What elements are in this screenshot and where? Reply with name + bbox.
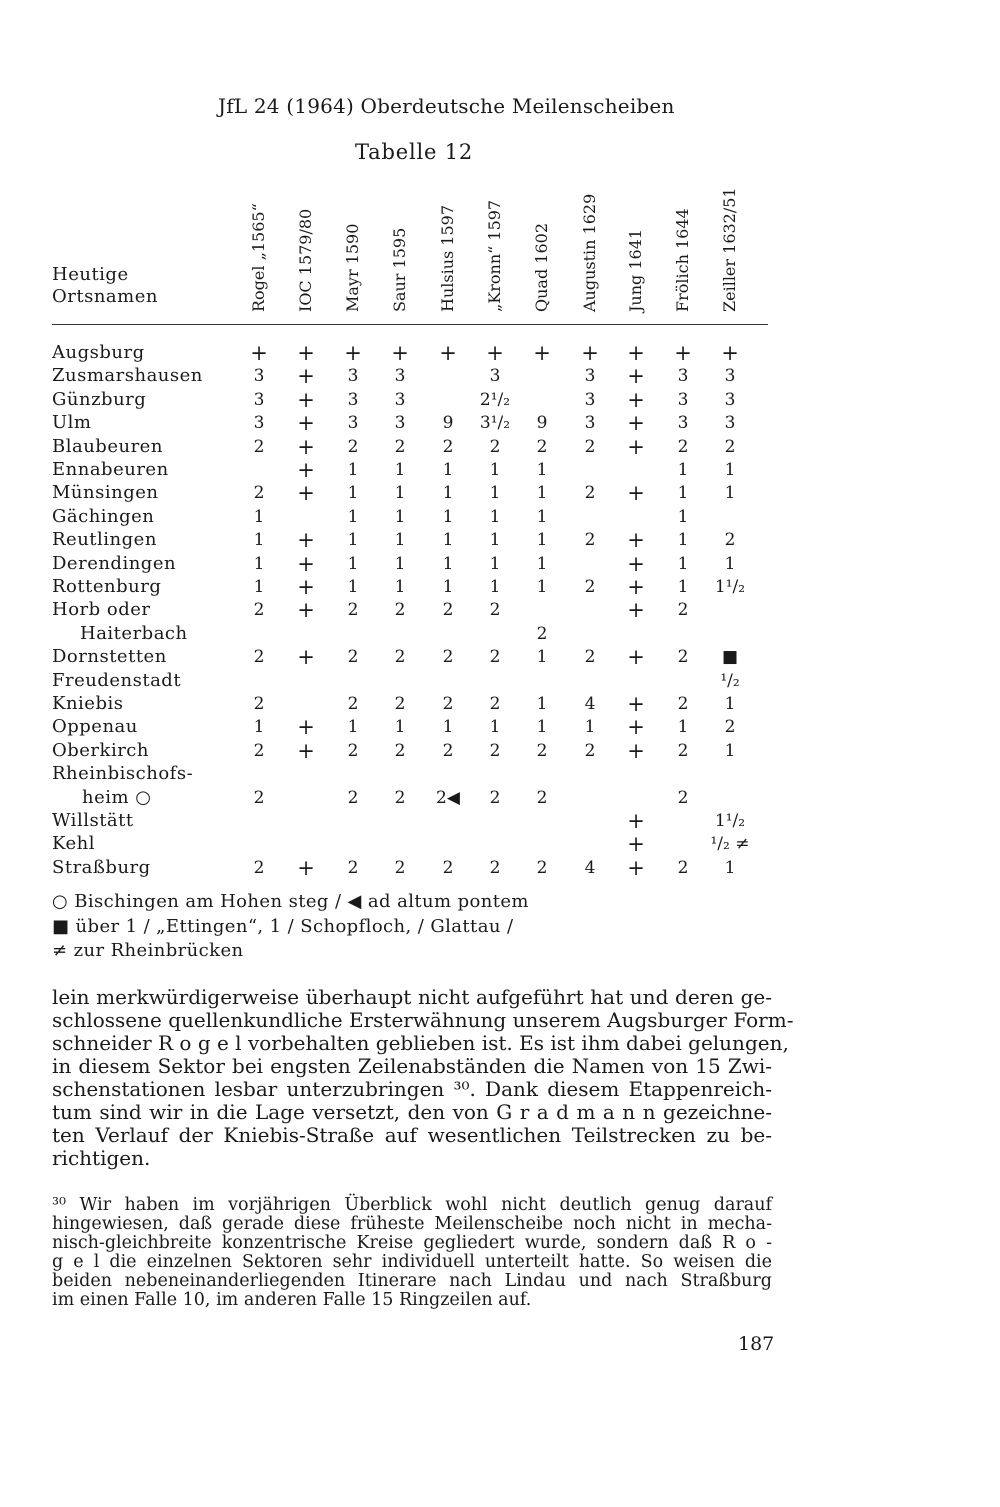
table-cell: 1 xyxy=(489,530,501,551)
table-cell: 2 xyxy=(677,857,689,878)
table-cell: 3¹/₂ xyxy=(479,413,511,434)
table-cell: 2 xyxy=(724,436,736,457)
place-name: Dornstetten xyxy=(52,646,167,668)
legend-line: ○ Bischingen am Hohen steg / ◀ ad altum pontem xyxy=(52,891,529,912)
table-cell: 1 xyxy=(442,717,454,738)
table-cell: 1 xyxy=(442,483,454,504)
footnote xyxy=(52,1196,772,1310)
table-cell: + xyxy=(627,341,645,365)
place-name: Gächingen xyxy=(52,505,155,527)
table-cell: 4 xyxy=(584,857,596,878)
table-title: Tabelle 12 xyxy=(355,140,474,164)
table-cell: 2 xyxy=(347,857,359,878)
table-cell: + xyxy=(627,738,645,763)
running-head: JfL 24 (1964) Oberdeutsche Meilenscheiben xyxy=(218,94,675,118)
table-cell: 1 xyxy=(536,717,548,738)
column-header-label: Rogel „1565“ xyxy=(249,203,268,312)
table-cell: 2 xyxy=(536,623,548,644)
place-name: Augsburg xyxy=(52,342,145,363)
place-name: Reutlingen xyxy=(52,529,157,551)
table-cell: 2 xyxy=(489,787,501,808)
table-cell: 2 xyxy=(584,740,596,761)
place-name: Straßburg xyxy=(52,856,151,878)
table-cell: + xyxy=(297,551,315,576)
table-cell: 2 xyxy=(584,436,596,457)
table-cell: 1 xyxy=(253,506,265,527)
table-cell: 9 xyxy=(442,413,454,434)
table-cell: ¹/₂ ≠ xyxy=(710,834,750,855)
table-cell: 2 xyxy=(536,436,548,457)
place-name: Ennabeuren xyxy=(52,459,169,480)
page-number: 187 xyxy=(738,1333,775,1355)
table-cell: 1 xyxy=(347,717,359,738)
footnote-line: ³⁰ Wir haben im vorjährigen Überblick wohl nicht deutlich genug darauf xyxy=(52,1195,772,1215)
body-line: schneider R o g e l vorbehalten geblieben ist. Es ist ihm dabei gelungen, xyxy=(52,1031,789,1055)
table-cell: 2 xyxy=(347,694,359,714)
table-cell: + xyxy=(486,341,504,365)
place-name: Rheinbischofs- xyxy=(52,763,194,785)
place-name: Rottenburg xyxy=(52,576,162,597)
table-cell: 1 xyxy=(536,694,548,714)
table-cell: 2 xyxy=(394,857,406,878)
table-cell: 1 xyxy=(253,530,265,551)
table-cell: + xyxy=(627,645,645,670)
place-name: Kniebis xyxy=(52,693,124,714)
table-cell: 3 xyxy=(347,366,359,387)
table-cell: 1 xyxy=(442,506,454,527)
table-cell: 1 xyxy=(724,740,736,761)
table-cell: ■ xyxy=(721,647,739,668)
table-cell: 1 xyxy=(724,483,736,504)
body-line: schenstationen lesbar unterzubringen ³⁰. Dank diesem Etappenreich- xyxy=(52,1077,772,1101)
table-cell: + xyxy=(297,434,315,459)
table-cell: 3 xyxy=(394,366,406,387)
table-cell: 1 xyxy=(536,483,548,504)
table-cell: 1¹/₂ xyxy=(714,577,746,597)
table-cell: 1 xyxy=(394,553,406,574)
table-cell: 4 xyxy=(584,694,596,714)
table-cell: 1 xyxy=(442,553,454,574)
table-cell: 2 xyxy=(536,857,548,878)
table-cell: 2¹/₂ xyxy=(479,389,511,410)
table-cell: 2 xyxy=(677,600,689,621)
place-name: heim ○ xyxy=(82,786,152,808)
row-header-line: Heutige xyxy=(52,264,129,285)
table-cell: + xyxy=(627,715,645,740)
table-cell: 3 xyxy=(584,366,596,387)
table-cell: + xyxy=(627,551,645,576)
table-cell: 2 xyxy=(489,600,501,621)
table-cell: 1 xyxy=(724,857,736,878)
table-cell: 3 xyxy=(394,413,406,434)
table-cell: 2 xyxy=(442,647,454,668)
table-cell: 2 xyxy=(347,787,359,808)
column-header-label: Quad 1602 xyxy=(532,222,551,312)
table-cell: + xyxy=(627,411,645,436)
table-cell: 1 xyxy=(677,530,689,551)
table-cell: 1 xyxy=(489,460,501,480)
body-paragraph xyxy=(52,985,794,1170)
table-cell: + xyxy=(627,528,645,553)
table-cell: + xyxy=(297,458,315,482)
table-cell: + xyxy=(297,341,315,365)
table-cell: 3 xyxy=(347,389,359,410)
table-cell: 2 xyxy=(253,483,265,504)
table-cell: + xyxy=(533,341,551,365)
table-cell: 2 xyxy=(253,740,265,761)
table-cell: 1 xyxy=(536,647,548,668)
table-cell: 1 xyxy=(253,553,265,574)
table-cell: 3 xyxy=(677,366,689,387)
table-cell: 2◀ xyxy=(436,787,460,808)
table-cell: 1 xyxy=(253,717,265,738)
table-cell: + xyxy=(297,364,315,389)
table-cell: 1 xyxy=(347,460,359,480)
table-cell: + xyxy=(297,645,315,670)
table-cell: + xyxy=(297,715,315,740)
table-cell: 3 xyxy=(584,389,596,410)
table-cell: + xyxy=(627,481,645,506)
table-cell: 1 xyxy=(347,553,359,574)
table-cell: 1 xyxy=(724,460,736,480)
table-cell: 1 xyxy=(489,483,501,504)
table-cell: 3 xyxy=(253,413,265,434)
column-header-label: Hulsius 1597 xyxy=(438,204,457,312)
table-cell: 1 xyxy=(489,717,501,738)
table-cell: 2 xyxy=(677,694,689,714)
place-name: Oppenau xyxy=(52,716,138,738)
table-cell: + xyxy=(627,364,645,389)
table-cell: 3 xyxy=(677,389,689,410)
table-cell: 3 xyxy=(677,413,689,434)
table-cell: 2 xyxy=(442,740,454,761)
table-cell: 2 xyxy=(347,740,359,761)
table-cell: + xyxy=(627,692,645,716)
table-cell: + xyxy=(297,387,315,412)
table-cell: 2 xyxy=(584,530,596,551)
table-cell: 2 xyxy=(677,787,689,808)
table-cell: 1 xyxy=(394,530,406,551)
table-cell: 3 xyxy=(584,413,596,434)
table-cell: + xyxy=(627,855,645,880)
footnote-line: beiden nebeneinanderliegenden Itinerare nach Lindau und nach Straßburg xyxy=(52,1271,772,1291)
table-cell: 2 xyxy=(584,483,596,504)
table-cell: 3 xyxy=(489,366,501,387)
table-cell: 2 xyxy=(394,740,406,761)
table-cell: 2 xyxy=(253,857,265,878)
table-cell: + xyxy=(581,341,599,365)
table-cell: 3 xyxy=(253,389,265,410)
table-cell: 9 xyxy=(536,413,548,434)
column-header-label: Frölich 1644 xyxy=(673,208,692,312)
body-line: ten Verlauf der Kniebis-Straße auf wesentlichen Teilstrecken zu be- xyxy=(52,1123,772,1147)
place-name: Kehl xyxy=(52,833,95,855)
table-cell: 2 xyxy=(442,600,454,621)
table-cell: + xyxy=(439,341,457,365)
table-cell: ¹/₂ xyxy=(720,670,740,691)
table-cell: 2 xyxy=(253,787,265,808)
table-cell: 1 xyxy=(489,506,501,527)
table-cell: 1 xyxy=(347,577,359,597)
table-cell: 2 xyxy=(394,600,406,621)
table-cell: 1 xyxy=(347,483,359,504)
place-name: Ulm xyxy=(52,412,92,434)
table-cell: 2 xyxy=(677,647,689,668)
table-cell: 2 xyxy=(677,436,689,457)
footnote-line: im einen Falle 10, im anderen Falle 15 Ringzeilen auf. xyxy=(52,1290,532,1310)
table-cell: 1 xyxy=(677,577,689,597)
table-cell: + xyxy=(627,809,645,833)
legend-line: ■ über 1 / „Ettingen“, 1 / Schopfloch, / Glattau / xyxy=(52,915,514,937)
place-name: Freudenstadt xyxy=(52,669,182,691)
footnote-line: nisch-gleichbreite konzentrische Kreise gegliedert wurde, sondern daß R o - xyxy=(52,1233,772,1253)
table-cell: 1 xyxy=(394,460,406,480)
table-cell: + xyxy=(297,528,315,553)
table-cell: 3 xyxy=(394,389,406,410)
table-cell: 1 xyxy=(442,530,454,551)
column-header-label: Saur 1595 xyxy=(390,227,409,312)
column-header-label: „Kronn“ 1597 xyxy=(485,199,504,312)
table-cell: 2 xyxy=(394,787,406,808)
table-cell: 2 xyxy=(489,857,501,878)
table-cell: 1 xyxy=(442,577,454,597)
table-cell: 3 xyxy=(724,413,736,434)
column-header-label: Zeiller 1632/51 xyxy=(720,187,739,312)
table-cell: 1 xyxy=(724,694,736,714)
body-line: lein merkwürdigerweise überhaupt nicht aufgeführt hat und deren ge- xyxy=(52,985,772,1009)
table-cell: 1¹/₂ xyxy=(714,811,746,831)
body-line: schlossene quellenkundliche Ersterwähnung unserem Augsburger Form- xyxy=(52,1008,794,1032)
table-cell: 2 xyxy=(253,694,265,714)
place-name: Zusmarshausen xyxy=(52,365,203,387)
column-header-label: Jung 1641 xyxy=(626,228,645,312)
table-cell: 1 xyxy=(394,577,406,597)
table-cell: + xyxy=(391,341,409,365)
table-cell: 1 xyxy=(347,530,359,551)
table-cell: 2 xyxy=(536,740,548,761)
table-cell: 2 xyxy=(489,694,501,714)
table-cell: 2 xyxy=(489,740,501,761)
table-header-rule xyxy=(52,324,768,325)
table-cell: + xyxy=(297,481,315,506)
table-cell: 1 xyxy=(536,530,548,551)
table-cell: 1 xyxy=(584,717,596,738)
place-name: Willstätt xyxy=(52,810,134,831)
table-cell: 3 xyxy=(347,413,359,434)
table-cell: 2 xyxy=(442,857,454,878)
table-cell: 3 xyxy=(724,366,736,387)
place-name: Oberkirch xyxy=(52,739,149,761)
body-line: in diesem Sektor bei engsten Zeilenabständen die Namen von 15 Zwi- xyxy=(52,1054,772,1078)
table-cell: 2 xyxy=(394,436,406,457)
column-header-label: Mayr 1590 xyxy=(343,223,362,312)
table-cell: 1 xyxy=(394,717,406,738)
table-cell: + xyxy=(297,855,315,880)
table-cell: 2 xyxy=(584,647,596,668)
table-cell: 2 xyxy=(394,647,406,668)
place-name: Günzburg xyxy=(52,388,147,410)
table-cell: 2 xyxy=(489,436,501,457)
table-cell: + xyxy=(297,738,315,763)
table-cell: + xyxy=(674,341,692,365)
row-header-line: Ortsnamen xyxy=(52,286,158,307)
table-cell: + xyxy=(297,598,315,623)
table-cell: + xyxy=(627,434,645,459)
table-cell: 2 xyxy=(442,436,454,457)
table-cell: 2 xyxy=(253,436,265,457)
place-name: Blaubeuren xyxy=(52,435,163,457)
footnote-line: g e l die einzelnen Sektoren sehr individuell unterteilt hatte. So weisen die xyxy=(52,1252,772,1272)
table-cell: 2 xyxy=(677,740,689,761)
table-cell: 2 xyxy=(536,787,548,808)
place-name: Derendingen xyxy=(52,552,177,574)
table-cell: 1 xyxy=(724,553,736,574)
table-cell: + xyxy=(627,598,645,623)
table-cell: + xyxy=(297,575,315,599)
table-cell: 1 xyxy=(253,577,265,597)
table-cell: 3 xyxy=(724,389,736,410)
table-cell: 1 xyxy=(677,553,689,574)
table-cell: 1 xyxy=(677,717,689,738)
table-cell: 2 xyxy=(347,436,359,457)
table-cell: 2 xyxy=(442,694,454,714)
body-line: richtigen. xyxy=(52,1146,151,1170)
table-cell: 2 xyxy=(253,600,265,621)
table-cell: 2 xyxy=(584,577,596,597)
table-cell: + xyxy=(721,341,739,365)
table-cell: 1 xyxy=(536,553,548,574)
table-cell: + xyxy=(627,387,645,412)
table-cell: 1 xyxy=(394,506,406,527)
table-cell: 2 xyxy=(347,600,359,621)
row-header-label xyxy=(52,264,158,308)
table-cell: + xyxy=(344,341,362,365)
table-cell: 1 xyxy=(442,460,454,480)
table-cell: 1 xyxy=(489,577,501,597)
table-cell: + xyxy=(250,341,268,365)
table-cell: + xyxy=(627,832,645,857)
table-cell: 2 xyxy=(724,530,736,551)
table-cell: 2 xyxy=(253,647,265,668)
column-header-label: IOC 1579/80 xyxy=(296,208,315,312)
table-cell: 1 xyxy=(536,577,548,597)
table-cell: 2 xyxy=(394,694,406,714)
place-name: Münsingen xyxy=(52,482,159,504)
table-cell: 1 xyxy=(536,506,548,527)
table-cell: 1 xyxy=(489,553,501,574)
table-cell: 1 xyxy=(394,483,406,504)
table-cell: + xyxy=(297,411,315,436)
table-cell: 1 xyxy=(536,460,548,480)
table-cell: 1 xyxy=(677,460,689,480)
footnote-line: hingewiesen, daß gerade diese früheste Meilenscheibe noch nicht in mecha- xyxy=(52,1214,772,1234)
table-cell: 2 xyxy=(489,647,501,668)
table-cell: 1 xyxy=(347,506,359,527)
table-cell: + xyxy=(627,575,645,599)
place-name: Haiterbach xyxy=(80,622,188,644)
place-name: Horb oder xyxy=(52,599,151,621)
table-cell: 2 xyxy=(347,647,359,668)
table-cell: 1 xyxy=(677,483,689,504)
body-line: tum sind wir in die Lage versetzt, den von G r a d m a n n gezeichne- xyxy=(52,1100,772,1124)
legend-line: ≠ zur Rheinbrücken xyxy=(52,940,244,961)
table-cell: 3 xyxy=(253,366,265,387)
table-cell: 2 xyxy=(724,717,736,738)
table-cell: 1 xyxy=(677,506,689,527)
column-header-label: Augustin 1629 xyxy=(580,193,599,312)
